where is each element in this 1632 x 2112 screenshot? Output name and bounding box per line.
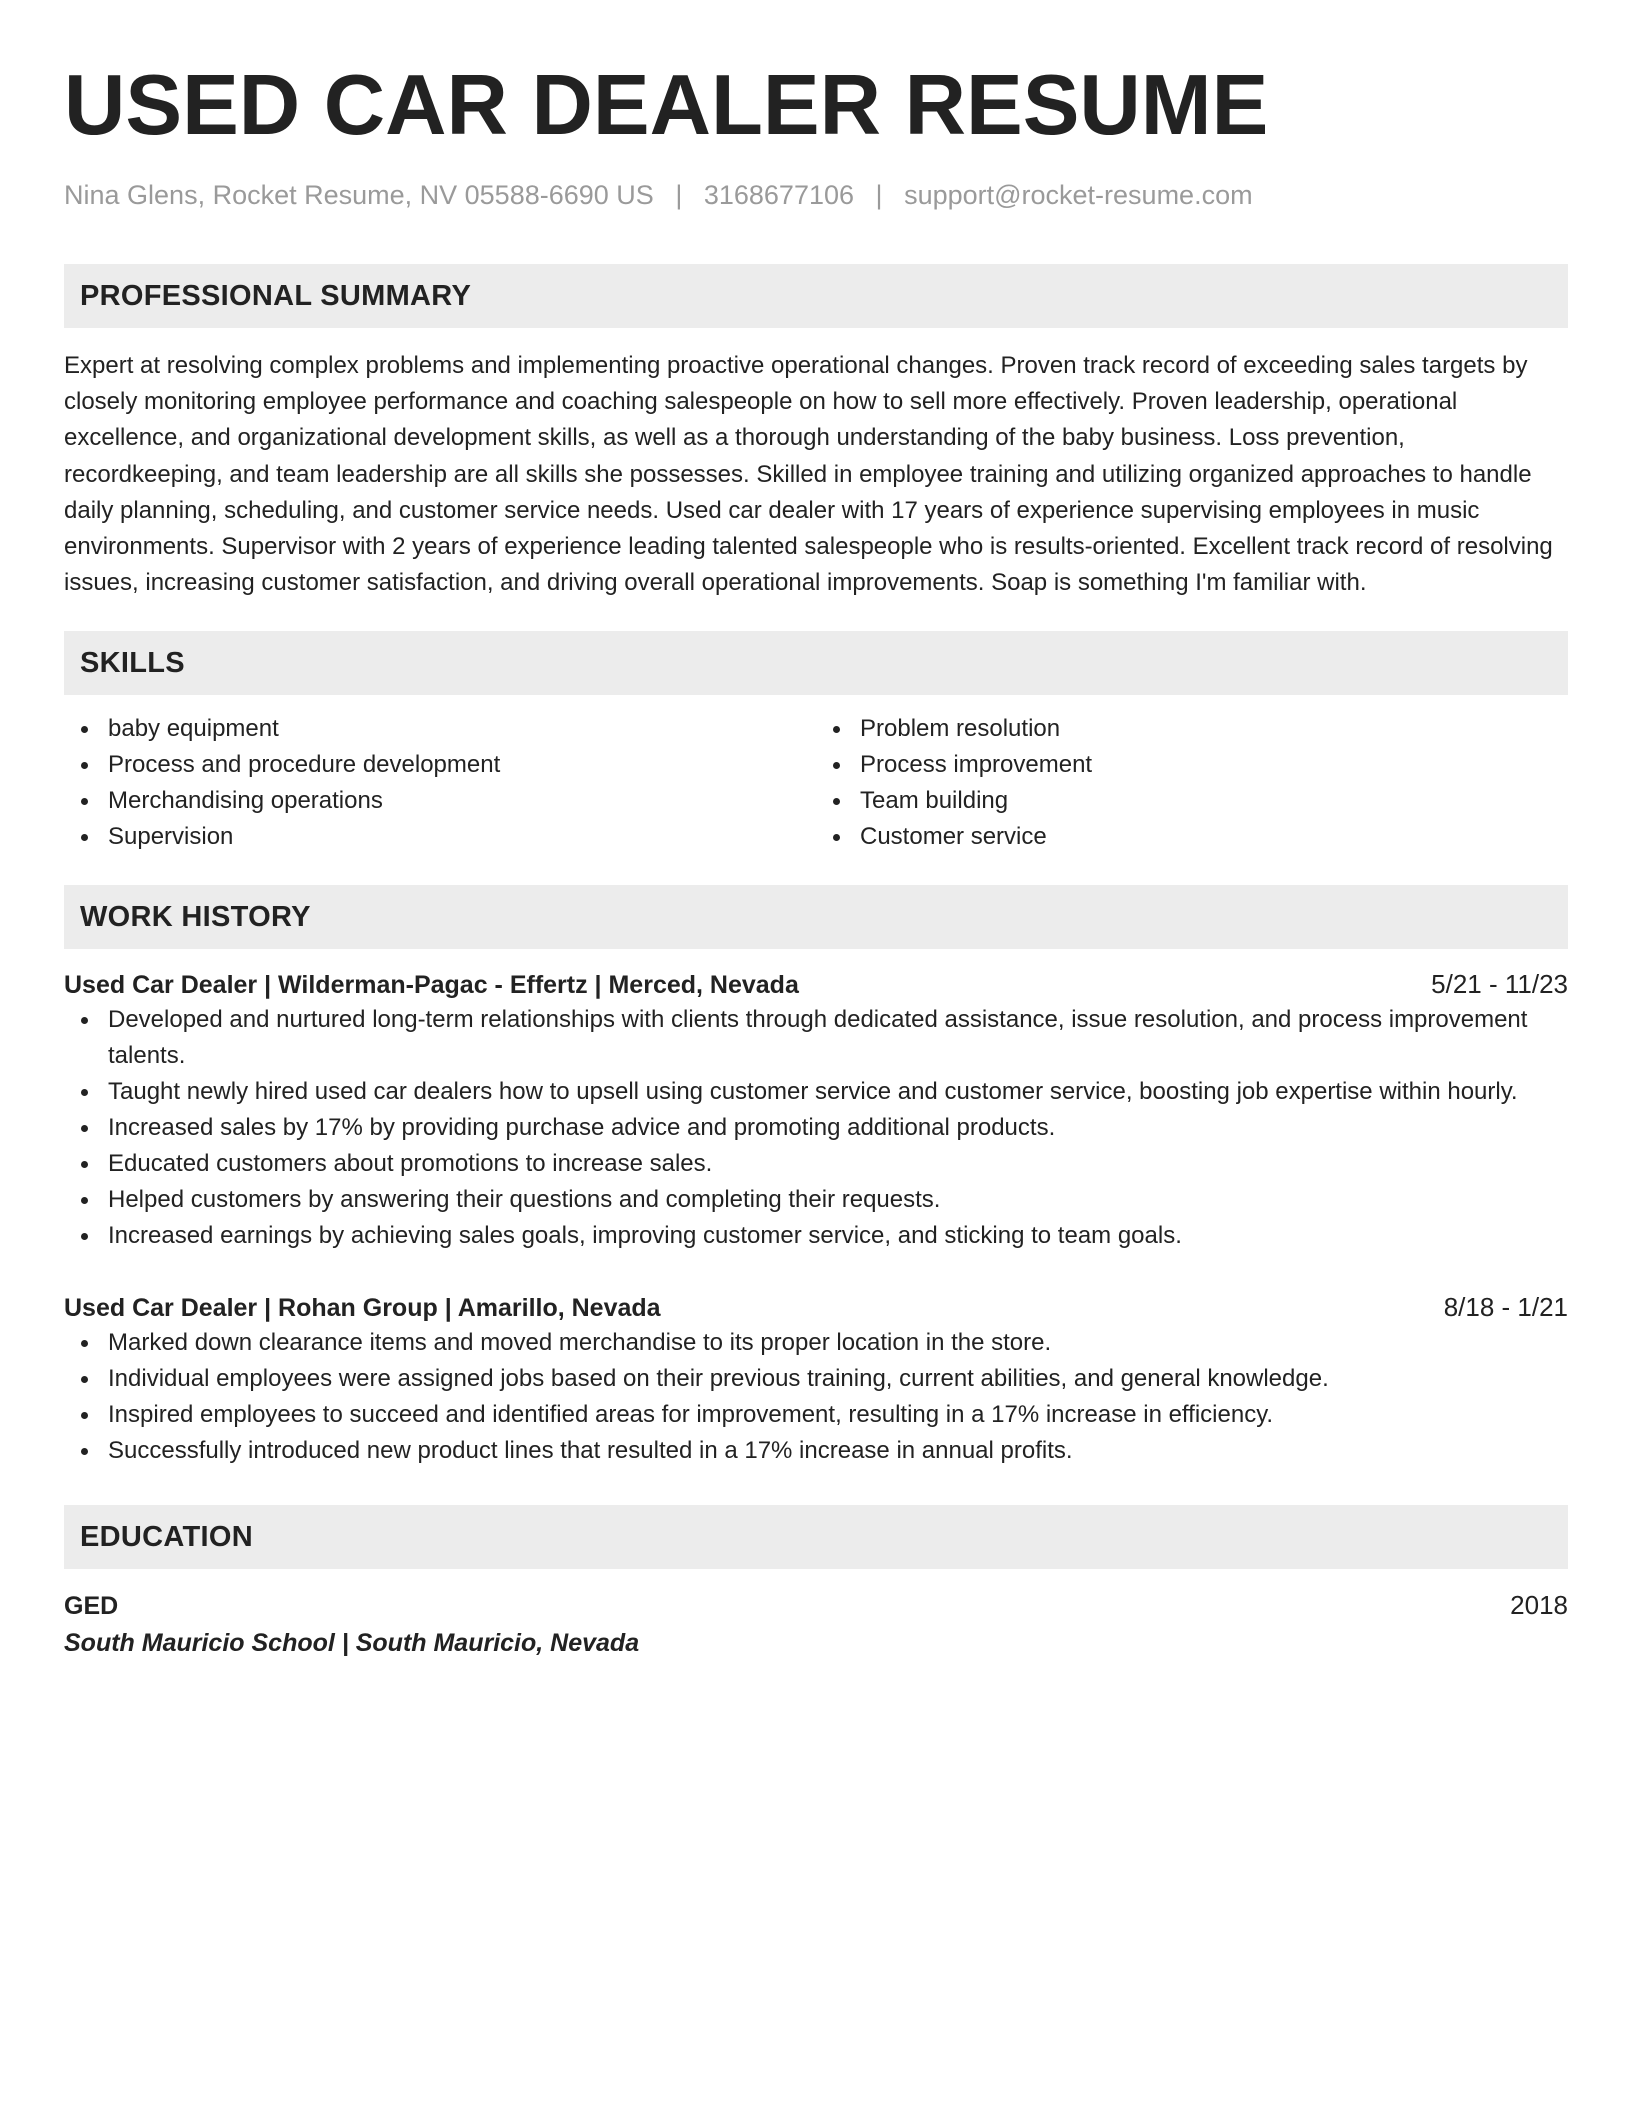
- job-title: Used Car Dealer | Rohan Group | Amarillo, Nevada: [64, 1294, 661, 1323]
- skills-section-header: [64, 631, 1568, 695]
- job-bullet: Inspired employees to succeed and identified areas for improvement, resulting in a 17% increase in efficiency.: [64, 1397, 1568, 1433]
- job-bullet: Taught newly hired used car dealers how to upsell using customer service and customer service, boosting job expertise within hourly.: [64, 1074, 1568, 1110]
- job-entry: [64, 1290, 1568, 1469]
- summary-section-header: [64, 264, 1568, 328]
- job-entry: [64, 967, 1568, 1254]
- education-year: 2018: [1510, 1590, 1568, 1621]
- skills-column-left: [64, 711, 816, 855]
- skill-item: Customer service: [816, 819, 1568, 855]
- education-school: South Mauricio School | South Mauricio, Nevada: [64, 1629, 640, 1658]
- work-heading: WORK HISTORY: [80, 900, 311, 933]
- job-bullets: [64, 1325, 1568, 1469]
- job-title: Used Car Dealer | Wilderman-Pagac - Effertz | Merced, Nevada: [64, 971, 799, 1000]
- education-heading: EDUCATION: [80, 1520, 253, 1553]
- job-bullets: [64, 1002, 1568, 1254]
- skills-list: [64, 711, 1568, 855]
- job-dates: 5/21 - 11/23: [1431, 969, 1568, 1000]
- skill-item: Process and procedure development: [64, 747, 816, 783]
- education-section-header: [64, 1505, 1568, 1569]
- summary-text: Expert at resolving complex problems and implementing proactive operational changes. Proven track record of exceeding sales targets by closely monitoring employee performance and coaching salespeople on how to sell more effectively. Proven leadership, operational excellence, and organizational development skills, as well as a thorough understanding of the baby business. Loss prevention, recordkeeping, and team leadership are all skills she possesses. Skilled in employee training and utilizing organized approaches to handle daily planning, scheduling, and customer service needs. Used car dealer with 17 years of experience supervising employees in music environments. Supervisor with 2 years of experience leading talented salespeople who is results-oriented. Excellent track record of resolving issues, increasing customer satisfaction, and driving overall operational improvements. Soap is something I'm familiar with.: [64, 352, 1553, 597]
- job-bullet: Developed and nurtured long-term relationships with clients through dedicated assistance, issue resolution, and process improvement talents.: [64, 1002, 1568, 1074]
- contact-separator: |: [875, 180, 883, 210]
- contact-line: [64, 178, 1568, 212]
- education-degree: GED: [64, 1592, 119, 1621]
- job-header: [64, 1290, 1568, 1325]
- job-bullet: Increased sales by 17% by providing purchase advice and promoting additional products.: [64, 1110, 1568, 1146]
- contact-address: Nina Glens, Rocket Resume, NV 05588-6690 US: [64, 180, 654, 210]
- job-bullet: Marked down clearance items and moved merchandise to its proper location in the store.: [64, 1325, 1568, 1361]
- job-header: [64, 967, 1568, 1002]
- skills-column-right: [816, 711, 1568, 855]
- contact-separator: |: [675, 180, 683, 210]
- skill-item: Team building: [816, 783, 1568, 819]
- resume-title: USED CAR DEALER RESUME: [64, 58, 1269, 153]
- job-bullet: Helped customers by answering their questions and completing their requests.: [64, 1182, 1568, 1218]
- skills-heading: SKILLS: [80, 646, 185, 679]
- skill-item: baby equipment: [64, 711, 816, 747]
- job-bullet: Successfully introduced new product lines that resulted in a 17% increase in annual profits.: [64, 1433, 1568, 1469]
- skill-item: Supervision: [64, 819, 816, 855]
- contact-email: support@rocket-resume.com: [904, 180, 1253, 210]
- job-dates: 8/18 - 1/21: [1443, 1292, 1568, 1323]
- summary-heading: PROFESSIONAL SUMMARY: [80, 279, 472, 312]
- skill-item: Merchandising operations: [64, 783, 816, 819]
- contact-phone: 3168677106: [703, 180, 855, 210]
- job-bullet: Increased earnings by achieving sales goals, improving customer service, and sticking to team goals.: [64, 1218, 1568, 1254]
- job-bullet: Individual employees were assigned jobs based on their previous training, current abilities, and general knowledge.: [64, 1361, 1568, 1397]
- work-section-header: [64, 885, 1568, 949]
- skill-item: Process improvement: [816, 747, 1568, 783]
- job-bullet: Educated customers about promotions to increase sales.: [64, 1146, 1568, 1182]
- education-header: [64, 1587, 1568, 1624]
- skill-item: Problem resolution: [816, 711, 1568, 747]
